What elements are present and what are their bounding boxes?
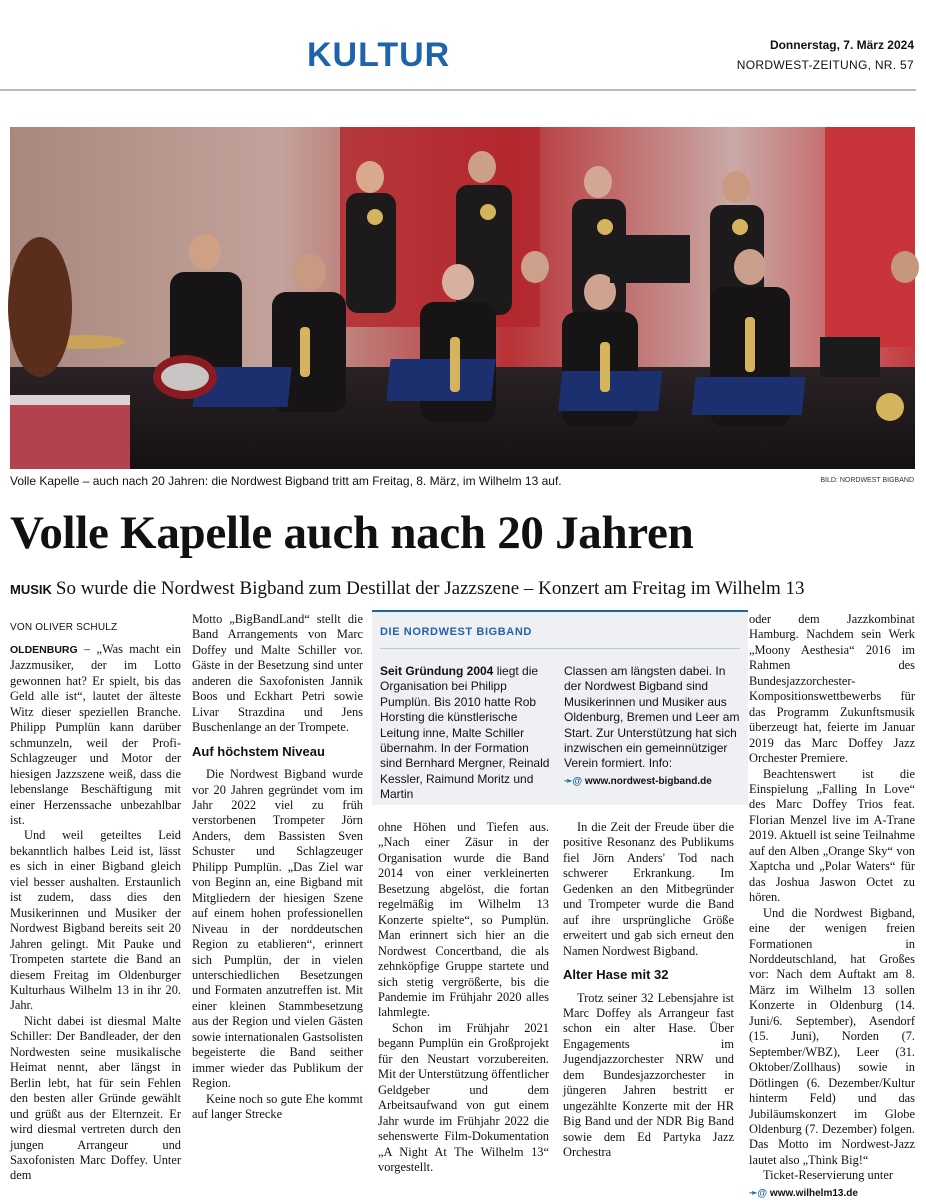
issue-date: Donnerstag, 7. März 2024	[769, 38, 914, 52]
info-box-link[interactable]	[564, 774, 742, 789]
info-box	[372, 610, 748, 805]
link-arrow-icon: ➛@	[564, 775, 585, 787]
info-box-left	[380, 664, 552, 803]
column-3	[378, 820, 549, 1175]
col4-paragraph-1: In die Zeit der Freude über die positive Resonanz des Publikums fiel Jörn Anders' Tod nach schwerer Erkrankung. Im Gedenken an den Mitbegründer und Trompeter wurde die Band auf ihre ursprüngliche Größe erweitert und gab sich erneut den Namen Nordwest Bigband.	[563, 820, 734, 958]
column-4	[563, 820, 734, 1161]
col2-paragraph-2: Die Nordwest Bigband wurde vor 20 Jahren gegründet vom im Jahr 2022 viel zu früh verstorbenen Trompeter Jörn Anders, dem Bassisten Sven Schuster und Schlagzeuger Philipp Pumplün. „Das Ziel war von Beginn an, eine Bigband mit Mitgliedern der hiesigen Szene auf einem hohen professionellen Niveau in der norddeutschen Region zu etablieren“, erinnert sich Pumplün, der in vielen unterschiedlichen Besetzungen und Formaten anzutreffen ist. Mit einer kleinen Stammbesetzung aus der Region und vielen Gästen sowie internationalen Gastsolisten begeisterte die Band seither immer wieder das Publikum der Region.	[192, 767, 363, 1091]
paper-name: NORDWEST-ZEITUNG, NR. 57	[736, 58, 914, 72]
info-box-right	[564, 664, 742, 789]
col5-paragraph-4: Ticket-Reservierung unter	[763, 1168, 893, 1183]
ticket-link-text[interactable]: www.wilhelm13.de	[769, 1187, 858, 1199]
col1-paragraph-2: Und weil geteiltes Leid bekanntlich halbes Leid ist, lässt es sich in einer Bigband gleich viel besser aushalten. Erstaunlich ist zudem, dass dies den Musikerinnen und Musiker der Nordwest Bigband bereits seit 20 Jahren gelingt. Mit Pauke und Trompeten startete die Band an diesem Freitag im Oldenburger Kulturhaus Wilhelm 13 in ihr 20. Jahr.	[10, 828, 181, 1013]
header-divider	[0, 89, 916, 91]
info-box-title: DIE NORDWEST BIGBAND	[380, 626, 532, 638]
info-box-link-text[interactable]: www.nordwest-bigband.de	[584, 775, 712, 787]
col2-paragraph-3: Keine noch so gute Ehe kommt auf langer Strecke	[192, 1091, 363, 1122]
dateline-place: OLDENBURG	[10, 644, 78, 656]
info-box-right-text: Classen am längsten dabei. In der Nordwest Bigband sind Musikerinnen und Musiker aus Oldenburg, Bremen und Leer am Start. Zur Unterstützung hat sich inzwischen ein gemeinnütziger Verein formiert. Info:	[564, 664, 740, 771]
col1-paragraph-1	[10, 642, 181, 828]
column-2	[192, 612, 363, 1123]
page-header	[0, 0, 926, 92]
col4-paragraph-2: Trotz seiner 32 Lebensjahre ist Marc Doffey als Arrangeur fast schon ein alter Hase. Über Engagements im Jugendjazzorchester NRW und dem Bundesjazzorchester in jüngeren Jahren bestritt er ungezählte Konzerte mit der HR Big Band und der NDR Big Band sowie dem Ed Partyka Jazz Orchestra	[563, 990, 734, 1160]
article-subline	[10, 578, 805, 600]
article-headline: Volle Kapelle auch nach 20 Jahren	[10, 507, 694, 559]
subhead-alter-hase: Alter Hase mit 32	[563, 967, 669, 983]
col3-paragraph-1: ohne Höhen und Tiefen aus. „Nach einer Zäsur in der Organisation wurde die Band 2014 von einer verkleinerten Besetzung abgelöst, die fortan regelmäßig im Wilhelm 13 Konzerte spielte“, so Pumplün. Man erinnert sich hier an die Nordwest Concertband, die als zehnköpfige Gruppe startete und sich stetig vergrößerte, bis die Pandemie im Frühjahr 2020 alles lahmlegte.	[378, 820, 549, 1020]
info-box-left-text: liegt die Organisation bei Philipp Pumplün. Bis 2010 hatte Rob Horsting die künstlerische Leitung inne, Malte Schiller übernahm. In der Formation sind Bernhard Mergner, Reinald Kessler, Raimund Moritz und Martin	[380, 664, 550, 802]
column-1	[10, 642, 181, 1184]
col1-p1-text: – „Was macht ein Jazzmusiker, der im Lotto gewonnen hat? Er spielt, bis das Geld alle ist“, lautet der älteste Witz dieser speziellen Branche. Philipp Pumplün kann darüber schmunzeln, weil der Profi-Schlagzeuger und Motor der hiesigen Jazzszene weiß, dass die lebenslange Beschäftigung mit einer Herzenssache unbezahlbar ist.	[10, 642, 181, 827]
article-kicker: MUSIK	[10, 582, 52, 597]
photo-caption: Volle Kapelle – auch nach 20 Jahren: die Nordwest Bigband tritt am Freitag, 8. März, im Wilhelm 13 auf.	[10, 474, 562, 488]
subline-text: So wurde die Nordwest Bigband zum Destillat der Jazzszene – Konzert am Freitag im Wilhelm 13	[55, 578, 805, 599]
photo-credit: BILD: NORDWEST BIGBAND	[820, 477, 914, 484]
byline: VON OLIVER SCHULZ	[10, 622, 118, 633]
col3-paragraph-2: Schon im Frühjahr 2021 begann Pumplün ein Großprojekt für den Neustart vorzubereiten. Mit der Unterstützung öffentlicher Geldgeber und dem Arbeitsaufwand von gut einem Jahr wurde im Frühjahr 2022 die sehenswerte Film-Dokumentation „A Night At The Wilhelm 13“ vorgestellt.	[378, 1020, 549, 1174]
info-box-lead: Seit Gründung 2004	[380, 664, 494, 678]
col5-paragraph-1: oder dem Jazzkombinat Hamburg. Nachdem sein Werk „Moony Aesthesia“ 2016 im Rahmen des Bundesjazzorchester-Kompositionswettbewerbs für das Programm Zukunftsmusik überzeugt hat, feierte im Januar 2019 das Marc Doffey Jazz Orchester Premiere.	[749, 612, 915, 766]
col2-paragraph-1: Motto „BigBandLand“ stellt die Band Arrangements von Marc Doffey und Malte Schiller vor. Gäste in der Besetzung sind unter anderen die Saxofonisten Jannik Boos und Eckhart Petri sowie Livar Strazdina und Jens Buschenlange an der Trompete.	[192, 612, 363, 735]
section-title: KULTUR	[307, 36, 451, 74]
col1-paragraph-3: Nicht dabei ist diesmal Malte Schiller: Der Bandleader, der den Nordwesten seine musikalische Heimat nennt, aber längst in Berlin lebt, hat für sein Fehlen den besten aller Gründe gewählt und grüßt aus der Elternzeit. Er wird diesmal vertreten durch den jungen Arrangeur und Saxofonisten Marc Doffey. Unter dem	[10, 1013, 181, 1183]
link-arrow-icon: ➛@	[749, 1187, 770, 1199]
subhead-niveau: Auf höchstem Niveau	[192, 743, 325, 759]
col5-paragraph-3: Und die Nordwest Bigband, eine der wenigen freien Formationen in Norddeutschland, hat Großes vor: Nach dem Auftakt am 8. März im Wilhelm 13 sollen Konzerte in Oldenburg (14. Juni/6. September), Asendorf (15. Juni), Norden (7. September/WBZ), Leer (31. Oktober/Zollhaus) sowie in Dötlingen (6. Dezember/Kultur hinterm Feld) und das Jubiläumskonzert im Globe Oldenburg (7. Dezember) folgen. Das Motto im Nordwest-Jazz lautet also „Think Big!“	[749, 905, 915, 1167]
ticket-link[interactable]	[749, 1186, 915, 1201]
col5-paragraph-2: Beachtenswert ist die Einspielung „Falling In Love“ des Marc Doffey Trios feat. Florian Menzel live im A-Trane 2019. Aktuell ist seine Teilnahme auf den Alben „Orange Sky“ von Xaptcha und „Polar Waters“ für das Joshua Jaswon Octet zu hören.	[749, 766, 915, 905]
info-box-divider	[380, 648, 740, 649]
bigband-photo	[10, 127, 915, 469]
column-5	[749, 612, 915, 1201]
